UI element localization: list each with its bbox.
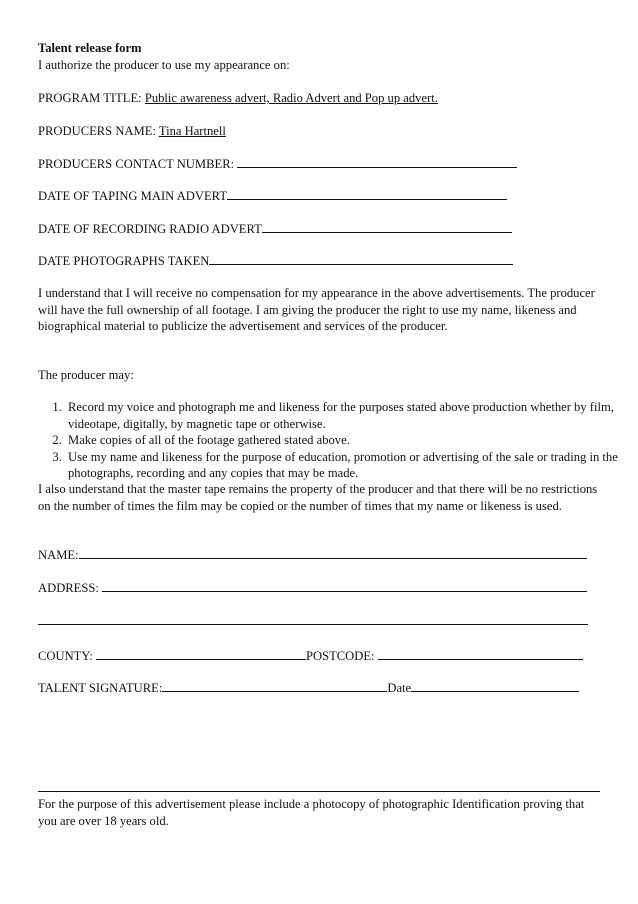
date-label: Date bbox=[387, 681, 412, 695]
photos-date-field[interactable] bbox=[209, 253, 513, 265]
recording-date-label: DATE OF RECORDING RADIO ADVERT bbox=[38, 222, 262, 236]
address-label: ADDRESS: bbox=[38, 581, 103, 595]
producer-may-heading: The producer may: bbox=[38, 368, 134, 382]
name-field[interactable] bbox=[79, 547, 587, 559]
address-line-2-field[interactable] bbox=[38, 613, 588, 625]
postcode-label: POSTCODE: bbox=[305, 649, 378, 663]
list-item: 1. Record my voice and photograph me and likeness for the purposes stated above production whether by film, videotape, digitally, by magnetic tape or otherwise. bbox=[65, 399, 625, 432]
name-label: NAME: bbox=[38, 548, 79, 562]
county-postcode-row bbox=[38, 648, 583, 665]
list-item: 2. Make copies of all of the footage gathered stated above. bbox=[65, 432, 625, 449]
producer-name-value: Tina Hartnell bbox=[158, 124, 226, 138]
taping-date-row bbox=[38, 188, 507, 205]
producer-name-row bbox=[38, 123, 226, 140]
signature-field[interactable] bbox=[162, 680, 387, 692]
name-row bbox=[38, 547, 587, 564]
compensation-paragraph: I understand that I will receive no compensation for my appearance in the above advertisements. The producer will have the full ownership of all footage. I am giving the producer the right to use my name, likeness and biographical material to publicize the advertisement and services of the producer. bbox=[38, 286, 595, 333]
program-title-label: PROGRAM TITLE: bbox=[38, 91, 145, 105]
recording-date-row bbox=[38, 221, 512, 238]
footer-divider bbox=[38, 791, 600, 792]
permissions-list bbox=[38, 399, 625, 482]
address-field[interactable] bbox=[102, 580, 587, 592]
signature-row bbox=[38, 680, 579, 697]
county-label: COUNTY: bbox=[38, 649, 96, 663]
intro-text: I authorize the producer to use my appearance on: bbox=[38, 58, 290, 72]
producer-contact-row bbox=[38, 156, 517, 173]
photos-date-label: DATE PHOTOGRAPHS TAKEN bbox=[38, 254, 210, 268]
producer-name-label: PRODUCERS NAME: bbox=[38, 124, 159, 138]
master-tape-paragraph: I also understand that the master tape remains the property of the producer and that there will be no restrictions on the number of times the film may be copied or the number of times that my name or likeness is used. bbox=[38, 482, 598, 513]
address-row bbox=[38, 580, 587, 597]
signature-date-field[interactable] bbox=[411, 680, 579, 692]
postcode-field[interactable] bbox=[378, 648, 583, 660]
taping-date-label: DATE OF TAPING MAIN ADVERT bbox=[38, 189, 228, 203]
program-title-value: Public awareness advert, Radio Advert and Pop up advert. bbox=[144, 91, 438, 105]
footer-note: For the purpose of this advertisement please include a photocopy of photographic Identification proving that you are over 18 years old. bbox=[38, 797, 585, 828]
form-title: Talent release form bbox=[38, 41, 142, 55]
photos-date-row bbox=[38, 253, 513, 270]
county-field[interactable] bbox=[96, 648, 306, 660]
producer-contact-field[interactable] bbox=[237, 156, 517, 168]
signature-label: TALENT SIGNATURE: bbox=[38, 681, 163, 695]
producer-contact-label: PRODUCERS CONTACT NUMBER: bbox=[38, 157, 238, 171]
program-title-row bbox=[38, 90, 438, 107]
list-item: 3. Use my name and likeness for the purpose of education, promotion or advertising of the sale or trading in the photographs, recording and any copies that may be made. bbox=[65, 449, 625, 482]
recording-date-field[interactable] bbox=[262, 221, 512, 233]
taping-date-field[interactable] bbox=[227, 188, 507, 200]
